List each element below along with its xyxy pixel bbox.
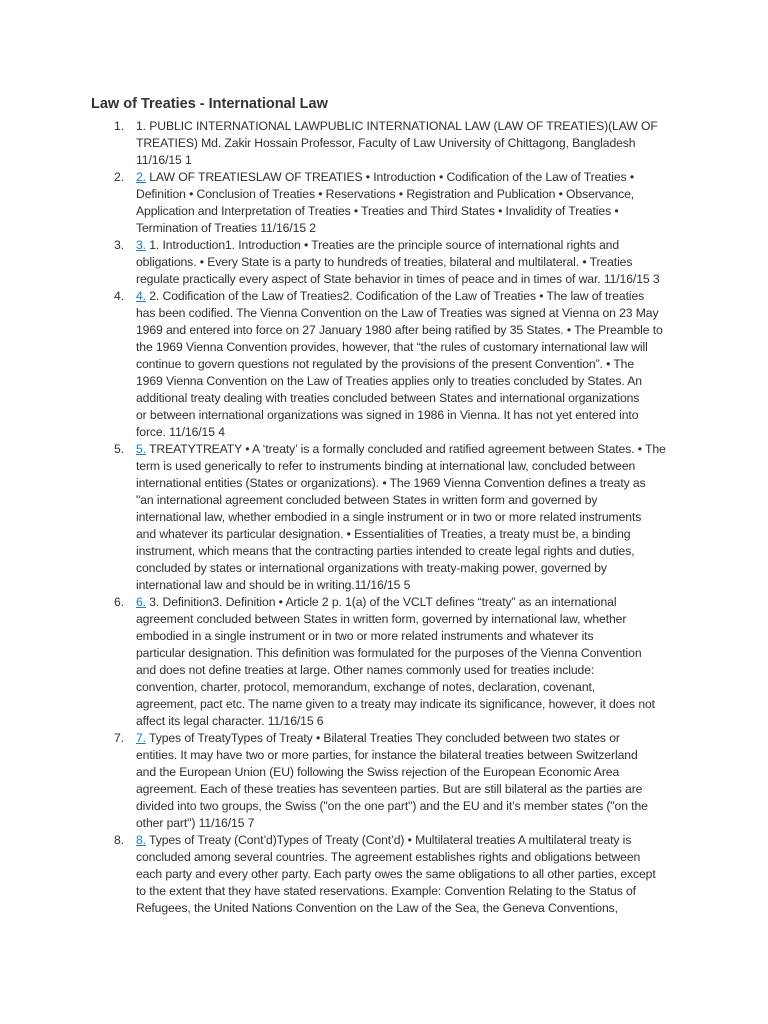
list-item <box>110 594 690 730</box>
list-item-number: 4. <box>114 289 124 303</box>
list-item-text: TREATYTREATY • A ‘treaty’ is a formally concluded and ratified agreement between States. • The term is used generically to refer to instruments binding at international law, concluded between international entities (States or organizations). • The 1969 Vienna Convention defines a treaty as "an international agreement concluded between States in written form and governed by international law, whether embodied in a single instrument or in two or more related instruments and whatever its particular designation. • Essentialities of Treaties, a treaty must be, a binding instrument, which means that the contracting parties intended to create legal rights and duties, concluded by states or international organizations with treaty-making power, governed by international law and should be in writing.11/16/15 5 <box>136 442 666 592</box>
list-item-number: 5. <box>114 442 124 456</box>
list-item <box>110 237 690 288</box>
list-item-text: 1. Introduction1. Introduction • Treaties are the principle source of international rights and obligations. • Every State is a party to hundreds of treaties, bilateral and multilateral. • Treaties regulate practically every aspect of State behavior in times of peace and in times of war. 11/16/15 3 <box>136 238 660 286</box>
list-item <box>110 832 690 917</box>
list-item <box>110 441 690 594</box>
list-item-text: Types of TreatyTypes of Treaty • Bilateral Treaties They concluded between two states or entities. It may have two or more parties, for instance the bilateral treaties between Switzerland and the European Union (EU) following the Swiss rejection of the European Economic Area agreement. Each of these treaties has seventeen parties. But are still bilateral as the parties are divided into two groups, the Swiss ("on the one part") and the EU and it’s member states ("on the other part") 11/16/15 7 <box>136 731 648 830</box>
list-item-body <box>136 442 666 592</box>
list-item-body <box>136 170 634 235</box>
document-title: Law of Treaties - International Law <box>91 96 328 112</box>
list-item <box>110 169 690 237</box>
slide-link[interactable]: 2. <box>136 170 146 184</box>
list-item-text: 2. Codification of the Law of Treaties2. Codification of the Law of Treaties • The law of treaties has been codified. The Vienna Convention on the Law of Treaties was signed at Vienna on 23 May 1969 and entered into force on 27 January 1980 after being ratified by 35 States. • The Preamble to the 1969 Vienna Convention provides, however, that “the rules of customary international law will continue to govern questions not regulated by the provisions of the present Convention”. • The 1969 Vienna Convention on the Law of Treaties applies only to treaties concluded by States. An additional treaty dealing with treaties concluded between States and international organizations or between international organizations was signed in 1986 in Vienna. It has not yet entered into force. 11/16/15 4 <box>136 289 663 439</box>
slide-link[interactable]: 3. <box>136 238 146 252</box>
list-item-body <box>136 119 658 167</box>
slide-link[interactable]: 4. <box>136 289 146 303</box>
list-item <box>110 730 690 832</box>
slide-link[interactable]: 6. <box>136 595 146 609</box>
list-item-body <box>136 595 655 728</box>
list-item-body <box>136 731 648 830</box>
list-item-number: 1. <box>114 119 124 133</box>
list-item-number: 3. <box>114 238 124 252</box>
slide-link[interactable]: 5. <box>136 442 146 456</box>
list-item-body <box>136 833 656 915</box>
slide-list <box>110 118 690 917</box>
list-item-text: LAW OF TREATIESLAW OF TREATIES • Introduction • Codification of the Law of Treaties • Definition • Conclusion of Treaties • Reservations • Registration and Publication • Observance, Application and Interpretation of Treaties • Treaties and Third States • Invalidity of Treaties • Termination of Treaties 11/16/15 2 <box>136 170 635 235</box>
list-item-text: Types of Treaty (Cont’d)Types of Treaty (Cont’d) • Multilateral treaties A multilateral treaty is concluded among several countries. The agreement establishes rights and obligations between each party and every other party. Each party owes the same obligations to all other parties, except to the extent that they have stated reservations. Example: Convention Relating to the Status of Refugees, the United Nations Convention on the Law of the Sea, the Geneva Conventions, <box>136 833 656 915</box>
list-item-number: 6. <box>114 595 124 609</box>
list-item-text: 1. PUBLIC INTERNATIONAL LAWPUBLIC INTERNATIONAL LAW (LAW OF TREATIES)(LAW OF TREATIES) Md. Zakir Hossain Professor, Faculty of Law University of Chittagong, Bangladesh 11/16/15 1 <box>136 119 658 167</box>
list-item-body <box>136 289 663 439</box>
list-item <box>110 288 690 441</box>
list-item-number: 7. <box>114 731 124 745</box>
list-item-number: 8. <box>114 833 124 847</box>
list-item-text: 3. Definition3. Definition • Article 2 p. 1(a) of the VCLT defines “treaty” as an international agreement concluded between States in written form, governed by international law, whether embodied in a single instrument or in two or more related instruments and whatever its particular designation. This definition was formulated for the purposes of the Vienna Convention and does not define treaties at large. Other names commonly used for treaties include: convention, charter, protocol, memorandum, exchange of notes, declaration, covenant, agreement, pact etc. The name given to a treaty may indicate its significance, however, it does not affect its legal character. 11/16/15 6 <box>136 595 655 728</box>
list-item <box>110 118 690 169</box>
slide-link[interactable]: 8. <box>136 833 146 847</box>
slide-link[interactable]: 7. <box>136 731 146 745</box>
list-item-body <box>136 238 660 286</box>
list-item-number: 2. <box>114 170 124 184</box>
